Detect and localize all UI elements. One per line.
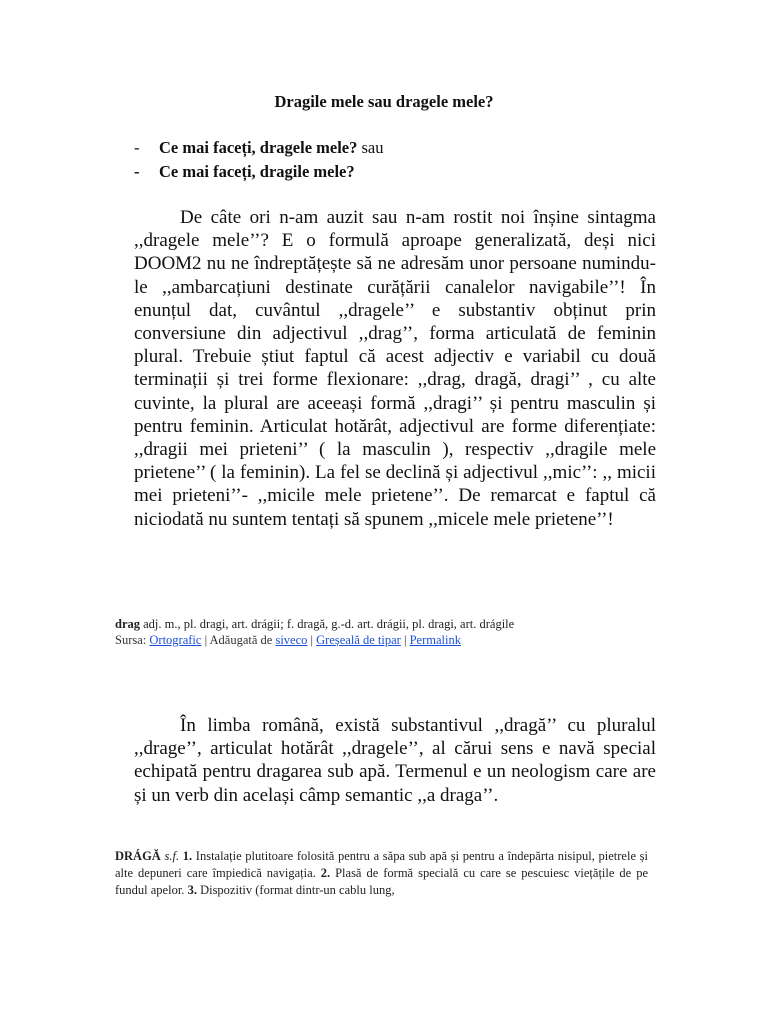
dictionary-definition: adj. m., pl. dragi, art. drágii; f. dragă, g.-d. art. drágii, pl. dragi, art. drágile — [140, 617, 515, 631]
separator: | — [400, 633, 410, 647]
source-link[interactable]: Ortografic — [149, 633, 202, 647]
dictionary-lemma: drag — [115, 617, 140, 631]
dictionary-definition-line — [115, 616, 675, 632]
list-item — [134, 136, 384, 160]
typo-report-link[interactable]: Greșeală de tipar — [316, 633, 401, 647]
question-list — [134, 136, 384, 184]
dictionary-source-line — [115, 632, 675, 648]
sense-number: 3. — [187, 883, 197, 897]
dictionary-lemma: DRÁGĂ — [115, 849, 161, 863]
sense-text: Dispozitiv (format dintr-un cablu lung, — [196, 883, 395, 897]
list-dash: - — [134, 162, 140, 181]
sense-number: 2. — [320, 866, 331, 880]
permalink-link[interactable]: Permalink — [409, 633, 461, 647]
list-item-tail: sau — [357, 138, 384, 157]
list-item-bold: Ce mai faceți, dragele mele? — [159, 138, 358, 157]
list-item — [134, 160, 384, 184]
added-label: | Adăugată de — [201, 633, 276, 647]
sense-text: Plasă de formă specială cu care se pescuiesc viețățile de pe fundul apelor. — [115, 866, 648, 897]
paragraph-draga-noun: În limba română, există substantivul ,,dragă’’ cu pluralul ,,drage’’, articulat hotărât ,,dragele’’, al cărui sens e navă special echipată pentru dragarea sub apă. Termenul e un neologism care are și un verb din același câmp semantic ,,a draga’’. — [134, 715, 656, 806]
source-label: Sursa: — [115, 633, 150, 647]
list-item-bold: Ce mai faceți, dragile mele? — [159, 162, 355, 181]
author-link[interactable]: siveco — [275, 633, 308, 647]
list-dash: - — [134, 138, 140, 157]
document-title: Dragile mele sau dragele mele? — [274, 92, 494, 111]
dictionary-entry-drag — [115, 616, 675, 648]
sense-number: 1. — [182, 849, 193, 863]
dictionary-entry-draga — [115, 848, 648, 899]
separator: | — [307, 633, 317, 647]
paragraph-dragele-explanation: De câte ori n-am auzit sau n-am rostit noi înșine sintagma ,,dragele mele’’? E o formulă aproape generalizată, deși nici DOOM2 nu ne îndreptățește să ne adresăm unor persoane numindu-le ,,ambarcațiuni destinate curățării canalelor navigabile’’! În enunțul dat, cuvântul ,,dragele’’ e substantiv obținut prin conversiune din adjectivul ,,drag’’, forma articulată de feminin plural. Trebuie știut faptul că acest adjectiv e variabil cu două terminații și trei forme flexionare: ,,drag, dragă, dragi’’ , cu alte cuvinte, la plural are aceeași formă ,,dragi’’ și pentru masculin și pentru feminin. Articulat hotărât, adjectivul are forme diferențiate: ,,dragii mei prieteni’’ ( la masculin ), respectiv ,,dragile mele prietene’’ ( la feminin). La fel se declină și adjectivul ,,mic’’: ,, micii mei prieteni’’- ,,micile mele prietene’’. De remarcat e faptul că niciodată nu suntem tentați să spunem ,,micele mele prietene’’! — [134, 207, 656, 530]
sense-text: Instalație plutitoare folosită pentru a săpa sub apă și pentru a îndepărta nisipul, pietrele și alte depuneri care împiedică navigația. — [115, 849, 648, 880]
grammar-label: s.f. — [160, 849, 183, 863]
